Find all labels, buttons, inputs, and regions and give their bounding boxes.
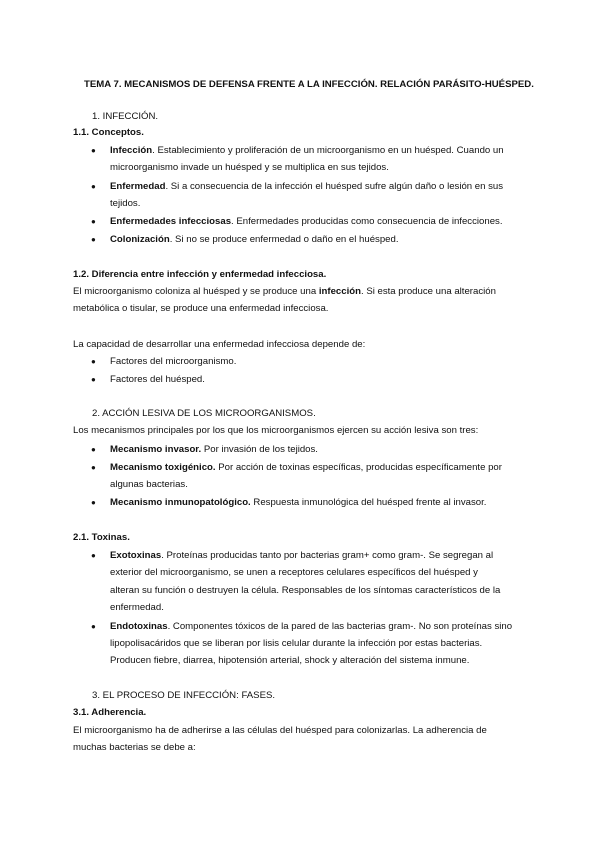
section-2-intro: Los mecanismos principales por los que los microorganismos ejercen su acción lesiva son tres: [73, 425, 479, 436]
bullet-icon: ● [91, 146, 96, 155]
section-2-1-heading: 2.1. Toxinas. [73, 532, 130, 543]
concept-colonizacion [110, 233, 399, 246]
toxin-endotoxinas-cont: Producen fiebre, diarrea, hipotensión arterial, shock y alteración del sistema inmune. [110, 655, 470, 666]
section-1-1-heading: 1.1. Conceptos. [73, 127, 144, 138]
bullet-icon: ● [91, 375, 96, 384]
definition: Por invasión de los tejidos. [201, 444, 318, 455]
bullet-icon: ● [91, 182, 96, 191]
mechanism-invasor [110, 443, 318, 456]
bullet-icon: ● [91, 463, 96, 472]
bullet-icon: ● [91, 217, 96, 226]
toxin-exotoxinas-cont: exterior del microorganismo, se unen a receptores celulares específicos del huésped y [110, 567, 478, 578]
term: Infección [110, 145, 153, 156]
definition: Por acción de toxinas específicas, producidas específicamente por [215, 462, 502, 473]
section-3-1-heading: 3.1. Adherencia. [73, 707, 147, 718]
term: Endotoxinas [110, 621, 168, 632]
definition: . Si a consecuencia de la infección el huésped sufre algún daño o lesión en sus [165, 181, 504, 192]
section-1-2-heading: 1.2. Diferencia entre infección y enfermedad infecciosa. [73, 269, 327, 280]
factor-item: Factores del huésped. [110, 374, 205, 385]
term: Enfermedad [110, 181, 166, 192]
definition: . Proteínas producidas tanto por bacterias gram+ como gram-. Se segregan al [161, 550, 494, 561]
term: Mecanismo inmunopatológico. [110, 497, 251, 508]
toxin-exotoxinas [110, 549, 493, 562]
bullet-icon: ● [91, 235, 96, 244]
section-3-1-paragraph-line: El microorganismo ha de adherirse a las células del huésped para colonizarlas. La adherencia de [73, 725, 487, 736]
term: infección [318, 286, 361, 297]
term: Colonización [110, 234, 170, 245]
definition: Respuesta inmunológica del huésped frente al invasor. [250, 497, 487, 508]
concept-enfermedad [110, 180, 503, 193]
section-1-2-paragraph-2: La capacidad de desarrollar una enfermedad infecciosa depende de: [73, 339, 366, 350]
section-2-heading: 2. ACCIÓN LESIVA DE LOS MICROORGANISMOS. [92, 408, 316, 419]
section-1-heading: 1. INFECCIÓN. [92, 111, 159, 122]
concept-enfermedad-cont: tejidos. [110, 198, 141, 209]
text: . Si esta produce una alteración [360, 286, 496, 297]
definition: . Si no se produce enfermedad o daño en el huésped. [169, 234, 399, 245]
mechanism-toxigenico-cont: algunas bacterias. [110, 479, 188, 490]
factor-item: Factores del microorganismo. [110, 356, 237, 367]
toxin-exotoxinas-cont: enfermedad. [110, 602, 164, 613]
definition: . Componentes tóxicos de la pared de las bacterias gram-. No son proteínas sino [167, 621, 513, 632]
document-title: TEMA 7. MECANISMOS DE DEFENSA FRENTE A LA INFECCIÓN. RELACIÓN PARÁSITO-HUÉSPED. [84, 79, 534, 90]
bullet-icon: ● [91, 622, 96, 631]
section-3-heading: 3. EL PROCESO DE INFECCIÓN: FASES. [92, 690, 276, 701]
definition: . Establecimiento y proliferación de un microorganismo en un huésped. Cuando un [152, 145, 504, 156]
text: El microorganismo coloniza al huésped y se produce una [73, 286, 319, 297]
concept-enfermedades-infecciosas [110, 215, 503, 228]
bullet-icon: ● [91, 551, 96, 560]
mechanism-inmunopatologico [110, 496, 486, 509]
toxin-exotoxinas-cont: alteran su función o destruyen la célula. Responsables de los síntomas característicos de la [110, 585, 501, 596]
concept-infeccion [110, 144, 504, 157]
term: Exotoxinas [110, 550, 162, 561]
term: Enfermedades infecciosas [110, 216, 232, 227]
bullet-icon: ● [91, 357, 96, 366]
toxin-endotoxinas-cont: lipopolisacáridos que se liberan por lisis celular durante la infección por estas bacterias. [110, 638, 483, 649]
bullet-icon: ● [91, 445, 96, 454]
toxin-endotoxinas [110, 620, 512, 633]
section-1-2-paragraph-line [73, 285, 496, 298]
definition: . Enfermedades producidas como consecuencia de infecciones. [231, 216, 503, 227]
term: Mecanismo invasor. [110, 444, 202, 455]
term: Mecanismo toxigénico. [110, 462, 216, 473]
mechanism-toxigenico [110, 461, 502, 474]
concept-infeccion-cont: microorganismo invade un huésped y se multiplica en sus tejidos. [110, 162, 389, 173]
bullet-icon: ● [91, 498, 96, 507]
section-3-1-paragraph-line-2: muchas bacterias se debe a: [73, 742, 196, 753]
section-1-2-paragraph-line-2: metabólica o tisular, se produce una enfermedad infecciosa. [73, 303, 329, 314]
